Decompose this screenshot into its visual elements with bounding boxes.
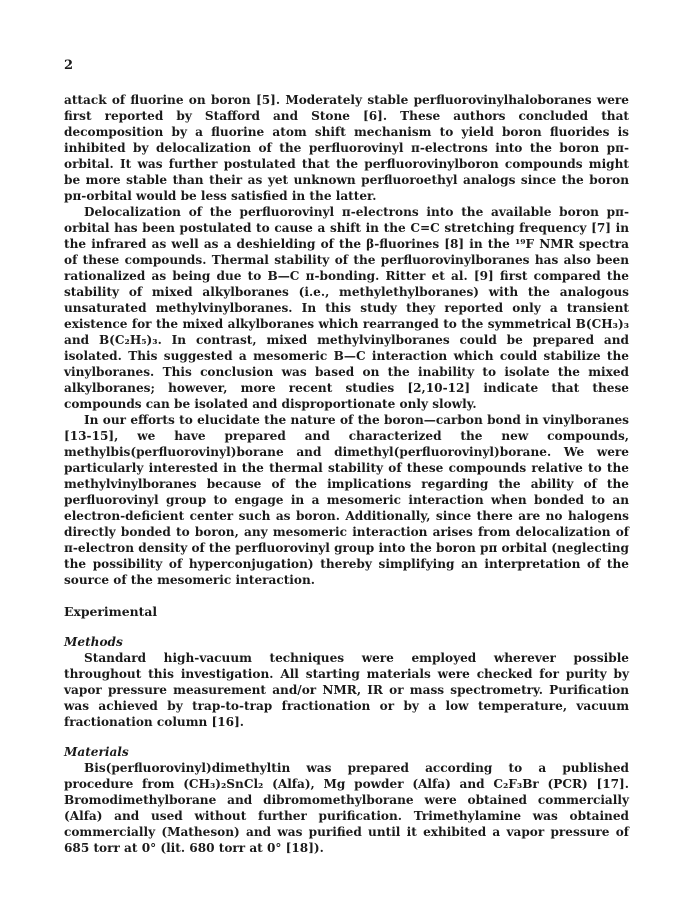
section-heading-experimental: Experimental xyxy=(64,604,158,619)
page-number: 2 xyxy=(64,58,74,73)
materials-paragraph: Bis(perfluorovinyl)dimethyltin was prepared according to a published procedure from (CH₃)₂SnCl₂ (Alfa), Mg powder (Alfa) and C₂F₃Br (PCR) [17]. Bromodimethylborane and dibromomethylborane were obtained commercially (Alfa) and used without further purification. Trimethylamine was obtained commercially (Matheson) and was purified until it exhibited a vapor pressure of 685 torr at 0° (lit. 680 torr at 0° [18]). xyxy=(64,761,629,855)
paragraph: Delocalization of the perfluorovinyl π-electrons into the available boron pπ-orbital has been postulated to cause a shift in the C=C stretching frequency [7] in the infrared as well as a deshielding of the β-fluorines [8] in the ¹⁹F NMR spectra of these compounds. Thermal stability of the perfluorovinylboranes has also been rationalized as being due to B—C π-bonding. Ritter et al. [9] first compared the stability of mixed alkylboranes (i.e., methylethylboranes) with the analogous unsaturated methylvinylboranes. In this study they reported only a transient existence for the mixed alkylboranes which rearranged to the symmetrical B(CH₃)₃ and B(C₂H₅)₃. In contrast, mixed methylvinylboranes could be prepared and isolated. This suggested a mesomeric B—C interaction which could stabilize the vinylboranes. This conclusion was based on the inability to isolate the mixed alkylboranes; however, more recent studies [2,10-12] indicate that these compounds can be isolated and disproportionate only slowly. xyxy=(64,205,629,411)
subsection-heading-methods: Methods xyxy=(64,635,123,649)
methods-paragraph: Standard high-vacuum techniques were employed wherever possible throughout this investigation. All starting materials were checked for purity by vapor pressure measurement and/or NMR, IR or mass spectrometry. Purification was achieved by trap-to-trap fractionation or by a low temperature, vacuum fractionation column [16]. xyxy=(64,651,629,729)
body-text xyxy=(64,92,629,856)
subsection-heading-materials: Materials xyxy=(64,745,129,759)
paragraph: attack of fluorine on boron [5]. Moderately stable perfluorovinylhaloboranes were first reported by Stafford and Stone [6]. These authors concluded that decomposition by a fluorine atom shift mechanism to yield boron fluorides is inhibited by delocalization of the perfluorovinyl π-electrons into the boron pπ-orbital. It was further postulated that the perfluorovinylboron compounds might be more stable than their as yet unknown perfluoroethyl analogs since the boron pπ-orbital would be less satisfied in the latter. xyxy=(64,93,629,203)
paragraph: In our efforts to elucidate the nature of the boron—carbon bond in vinylboranes [13-15], we have prepared and characterized the new compounds, methylbis(perfluorovinyl)borane and dimethyl(perfluorovinyl)borane. We were particularly interested in the thermal stability of these compounds relative to the methylvinylboranes because of the implications regarding the ability of the perfluorovinyl group to engage in a mesomeric interaction when bonded to an electron-deficient center such as boron. Additionally, since there are no halogens directly bonded to boron, any mesomeric interaction arises from delocalization of π-electron density of the perfluorovinyl group into the boron pπ orbital (neglecting the possibility of hyperconjugation) thereby simplifying an interpretation of the source of the mesomeric interaction. xyxy=(64,413,629,587)
